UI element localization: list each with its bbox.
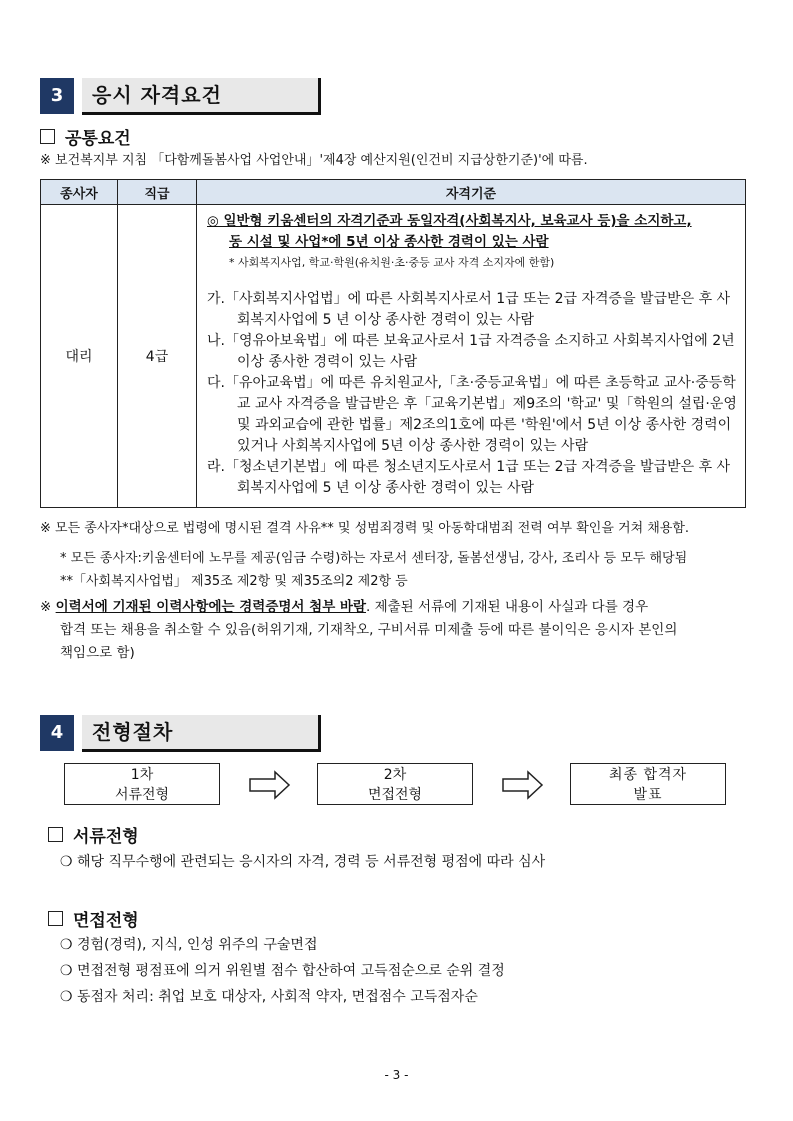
flow-step-2 [317,763,473,805]
reference-note: ※ 보건복지부 지침 「다함께돌봄사업 사업안내」'제4장 예산지원(인건비 지급상한기준)'에 따름. [40,153,588,168]
list-item: ❍ 해당 직무수행에 관련되는 응시자의 자격, 경력 등 서류전형 평점에 따라 심사 [60,854,546,870]
section-number: 3 [40,78,74,114]
subsection-interview [48,906,139,931]
header-worker: 종사자 [41,180,118,205]
cell-criteria [197,205,746,508]
criteria-item-da: 다.「유아교육법」에 따른 유치원교사,「초·중등교육법」에 따른 초등학교 교사·중등학교 교사 자격증을 발급받은 후「교육기본법」제9조의 '학교' 및「학원의 설립·운영 및 과외교습에 관한 법률」제2조의1호에 따른 '학원'에서 5년 이상 종사한 경력이 있거나 사회복지사업에 5년 이상 종사한 경력이 있는 사람 [207,375,737,454]
note-emphasis: 이력서에 기재된 이력사항에는 경력증명서 첨부 바람 [55,599,367,615]
flow-step-name: 면접전형 [367,787,423,803]
flow-step-name: 발표 [633,787,663,803]
section-title: 응시 자격요건 [82,78,321,115]
criteria-item-ra: 라.「청소년기본법」에 따른 청소년지도사로서 1급 또는 2급 자격증을 발급받은 후 사회복지사업에 5 년 이상 종사한 경력이 있는 사람 [207,459,731,496]
header-criteria: 자격기준 [197,180,746,205]
flow-step-label: 2차 [383,767,407,783]
subsection-title: 면접전형 [73,911,139,931]
note-text-1: . 제출된 서류에 기재된 내용이 사실과 다를 경우 [366,599,649,615]
page-number: - 3 - [384,1068,409,1082]
checkbox-square-icon [48,827,63,842]
subsection-common-requirements [40,124,131,149]
table-header-row [41,180,746,205]
note-text-3: 책임으로 함) [60,645,135,661]
cell-worker: 대리 [41,205,118,508]
criteria-item-ga: 가.「사회복지사업법」에 따른 사회복지사로서 1급 또는 2급 자격증을 발급받은 후 사회복지사업에 5 년 이상 종사한 경력이 있는 사람 [207,291,731,328]
list-item: ❍ 면접전형 평점표에 의거 위원별 점수 합산하여 고득점순으로 순위 결정 [60,963,505,979]
section-number: 4 [40,715,74,751]
subsection-title: 공통요건 [65,129,131,149]
table-row [41,205,746,508]
flow-step-3 [570,763,726,805]
requirements-table [40,179,746,508]
subsection-document-screening [48,822,139,847]
note-mark: ※ [40,599,56,615]
note-law-reference: **「사회복지사업법」 제35조 제2항 및 제35조의2 제2항 등 [60,574,408,589]
criteria-item-na: 나.「영유아보육법」에 따른 보육교사로서 1급 자격증을 소지하고 사회복지사업에 2년 이상 종사한 경력이 있는 사람 [207,333,735,370]
list-item: ❍ 동점자 처리: 취업 보호 대상자, 사회적 약자, 면접점수 고득점자순 [60,989,478,1005]
note-worker-definition: * 모든 종사자:키움센터에 노무를 제공(임금 수령)하는 자로서 센터장, 돌봄선생님, 강사, 조리사 등 모두 해당됨 [60,551,688,566]
flow-step-label: 1차 [130,767,154,783]
cell-grade: 4급 [118,205,197,508]
checkbox-square-icon [48,911,63,926]
checkbox-square-icon [40,129,55,144]
subsection-title: 서류전형 [73,827,139,847]
main-condition-line2: 동 시설 및 사업*에 5년 이상 종사한 경력이 있는 사람 [229,234,549,250]
flow-step-name: 서류전형 [114,787,170,803]
main-condition-line1: ◎ 일반형 키움센터의 자격기준과 동일자격(사회복지사, 보육교사 등)을 소지하고, [207,213,692,229]
note-text-2: 합격 또는 채용을 취소할 수 있음(허위기재, 기재착오, 구비서류 미제출 등에 따른 불이익은 응시자 본인의 [60,622,678,638]
header-grade: 직급 [118,180,197,205]
flow-step-label: 최종 합격자 [608,767,688,783]
section-title: 전형절차 [82,715,321,752]
main-condition [207,211,737,253]
list-item: ❍ 경험(경력), 지식, 인성 위주의 구술면접 [60,937,318,953]
flow-step-1 [64,763,220,805]
note-disqualification: ※ 모든 종사자*대상으로 법령에 명시된 결격 사유** 및 성범죄경력 및 아동학대범죄 전력 여부 확인을 거쳐 채용함. [40,521,690,536]
arrow-right-icon [502,770,544,800]
note-career-certificate [40,597,648,618]
condition-footnote: * 사회복지사업, 학교·학원(유치원·초·중등 교사 자격 소지자에 한함) [229,256,555,269]
arrow-right-icon [249,770,291,800]
